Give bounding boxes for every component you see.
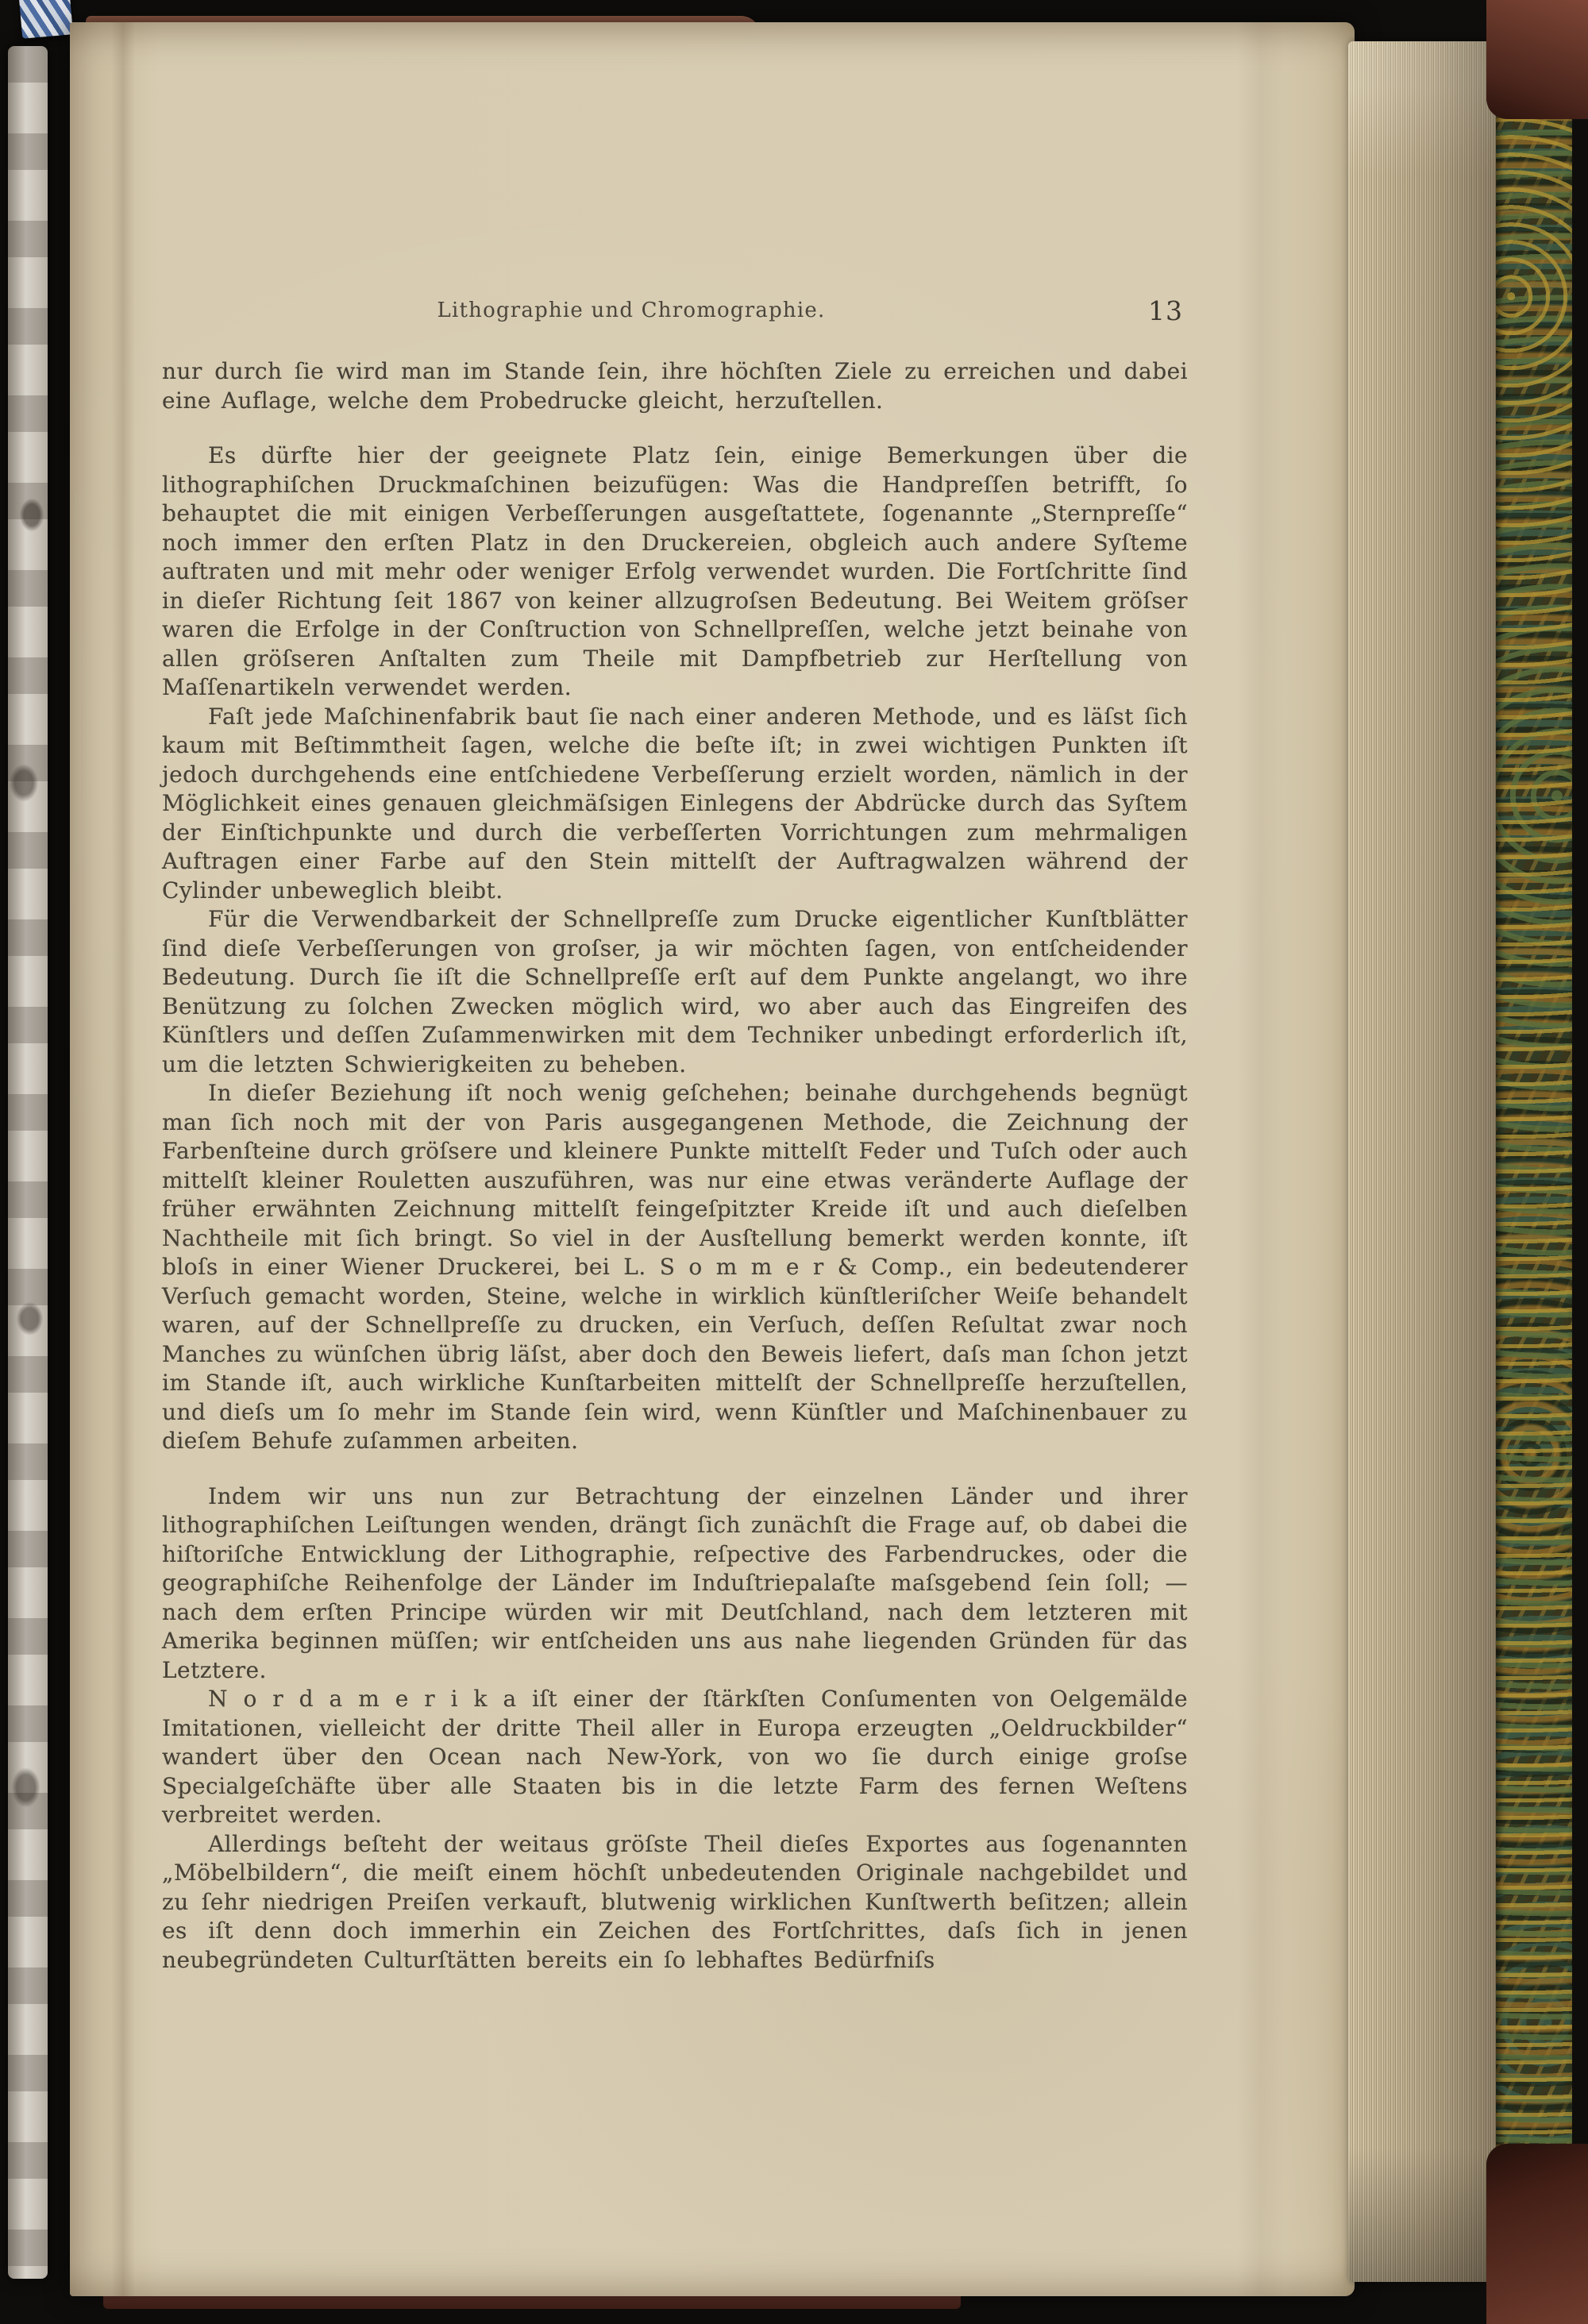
body-paragraph: Faſt jede Maſchinenfabrik baut ſie nach einer anderen Methode, und es läſst ſich kaum mit Beſtimmtheit ſagen, welche die beſte iſt; in zwei wichtigen Punkten iſt jedoch durchgehends eine entſchiedene Verbeſſerung erzielt worden, nämlich in der Möglichkeit eines genauen gleichmäſsigen Einlegens der Abdrücke durch das Syſtem der Einſtichpunkte und durch die verbeſſerten Vorrichtungen zum mehrmaligen Auftragen einer Farbe auf den Stein mittelſt der Auftragwalzen während der Cylinder unbeweglich bleibt. (162, 703, 1188, 904)
page-number: 13 (1148, 295, 1183, 326)
body-paragraph: Indem wir uns nun zur Betrachtung der einzelnen Länder und ihrer lithographiſchen Leiſtungen wenden, drängt ſich zunächſt die Frage auf, ob dabei die hiſtoriſche Entwicklung der Lithographie, reſpective des Farbendruckes, oder die geographiſche Reihenfolge der Länder im Induſtriepalaſte maſsgebend ſein ſoll; — nach dem erſten Principe würden wir mit Deutſchland, nach dem letzteren mit Amerika beginnen müſſen; wir entſcheiden uns aus nahe liegenden Gründen für das Letztere. (162, 1482, 1189, 1683)
body-paragraph: Allerdings beſteht der weitaus gröſste Theil dieſes Exportes aus ſogenannten „Möbelbildern“, die meiſt einem höchſt unbedeutenden Originale nachgebildet und zu ſehr niedrigen Preiſen verkauft, blutwenig wirklichen Kunſtwerth beſitzen; allein es iſt denn doch immerhin ein Zeichen des Fortſchrittes, daſs ſich in jenen neubegründeten Culturſtätten bereits ein ſo lebhaftes Bedürfniſs (162, 1830, 1188, 1973)
book-page (70, 22, 1355, 2296)
body-paragraph: Für die Verwendbarkeit der Schnellpreſſe zum Drucke eigentlicher Kunſtblätter ſind dieſe Verbeſſerungen von groſser, ja wir möchten ſagen, von entſcheidender Bedeutung. Durch ſie iſt die Schnellpreſſe erſt auf dem Punkte angelangt, wo ihre Benützung zu ſolchen Zwecken möglich wird, wo aber auch das Eingreifen des Künſtlers und deſſen Zuſammenwirken mit dem Techniker unbedingt erforderlich iſt, um die letzten Schwierigkeiten zu beheben. (162, 906, 1188, 1077)
headband-stripes (19, 0, 73, 39)
fore-edge-page-stack (1348, 41, 1497, 2282)
running-title: Lithographie und Chromographie. (437, 299, 826, 322)
body-text (162, 357, 1188, 1975)
marbled-cover-edge (1496, 24, 1572, 2295)
text-block (162, 295, 1189, 1975)
leather-corner-bottom (1486, 2144, 1588, 2324)
body-paragraph: In dieſer Beziehung iſt noch wenig geſchehen; beinahe durchgehends begnügt man ſich noch mit der von Paris ausgegangenen Methode, die Zeichnung der Farbenſteine durch gröſsere und kleinere Punkte mittelſt Feder und Tuſch oder auch mittelſt kleiner Rouletten auszuführen, was nur eine etwas veränderte Auflage der früher erwähnten Zeichnung mittelſt feingeſpitzter Kreide iſt und auch dieſelben Nachtheile mit ſich bringt. So viel in der Ausſtellung bemerkt werden konnte, iſt bloſs in einer Wiener Druckerei, bei L. S o m m e r & Comp., ein bedeutenderer Verſuch gemacht worden, Steine, welche in wirklich künſtleriſcher Weiſe behandelt waren, auf der Schnellpreſſe zu drucken, ein Verſuch, deſſen Reſultat zwar noch Manches zu wünſchen übrig läſst, aber doch den Beweis liefert, daſs man ſchon jetzt im Stande iſt, auch wirkliche Kunſtarbeiten mittelſt der Schnellpreſſe herzuſtellen, und dieſs um ſo mehr im Stande ſein wird, wenn Künſtler und Maſchinenbauer zu dieſem Behufe zuſammen arbeiten. (162, 1080, 1188, 1454)
body-paragraph: Es dürfte hier der geeignete Platz ſein, einige Bemerkungen über die lithographiſchen Druckmaſchinen beizufügen: Was die Handpreſſen betrifft, ſo behauptet die mit einigen Verbeſſerungen ausgeſtattete, ſogenannte „Sternpreſſe“ noch immer den erſten Platz in den Druckereien, obgleich auch andere Syſteme auftraten und mit mehr oder weniger Erfolg verwendet wurden. Die Fortſchritte ſind in dieſer Richtung ſeit 1867 von keiner allzugroſsen Bedeutung. Bei Weitem gröſser waren die Erfolge in der Conſtruction von Schnellpreſſen, welche jetzt beinahe von allen gröſseren Anſtalten zum Theile mit Dampfbetrieb zur Herſtellung von Maſſenartikeln verwendet werden. (162, 442, 1188, 700)
book-spine (8, 46, 48, 2279)
leather-corner-top (1486, 0, 1588, 119)
body-paragraph: nur durch ſie wird man im Stande ſein, ihre höchſten Ziele zu erreichen und dabei eine Auflage, welche dem Probedrucke gleicht, herzuſtellen. (162, 358, 1188, 414)
page-header (162, 295, 1188, 330)
body-paragraph: N o r d a m e r i k a iſt einer der ſtärkſten Conſumenten von Oelgemälde Imitationen, vielleicht der dritte Theil aller in Europa erzeugten „Oeldruckbilder“ wandert über den Ocean nach New-York, von wo ſie durch einige groſse Specialgeſchäfte über alle Staaten bis in die letzte Farm des fernen Weſtens verbreitet werden. (162, 1686, 1188, 1828)
